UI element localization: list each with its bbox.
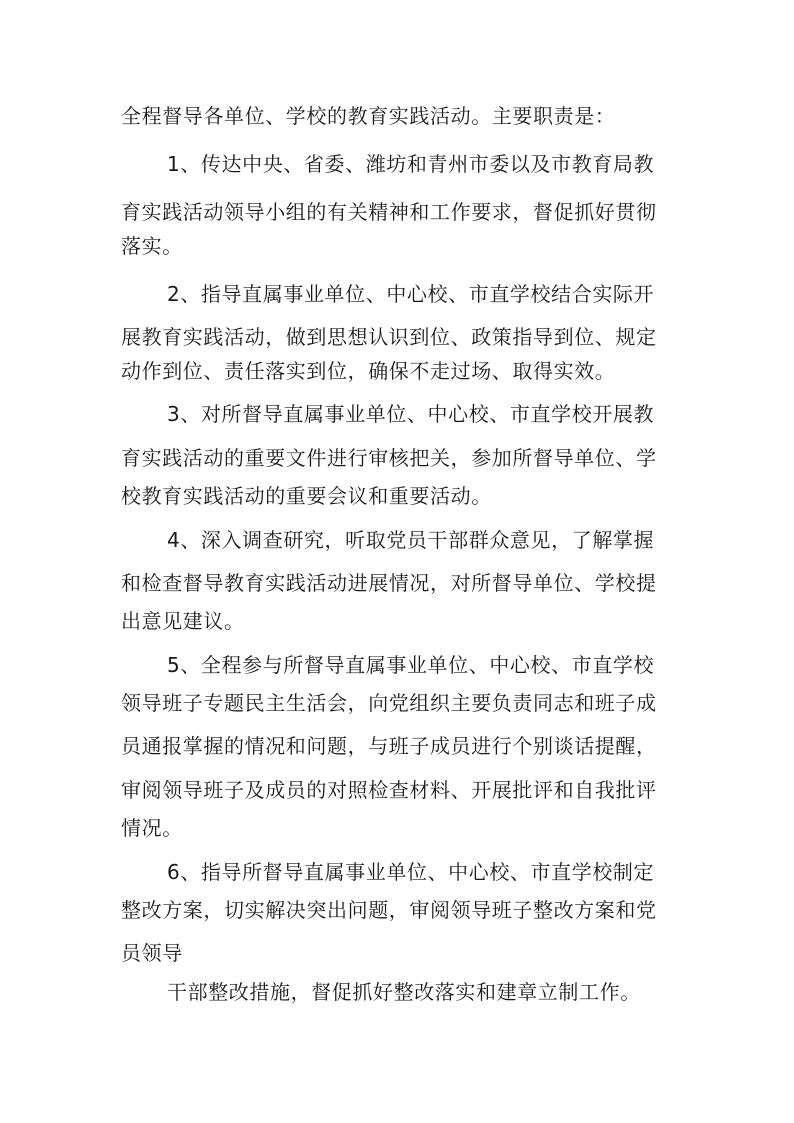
text-line: 4、深入调查研究，听取党员干部群众意见，了解掌握 [167,528,655,552]
text-line: 员通报掌握的情况和问题，与班子成员进行个别谈话提醒， [121,734,657,758]
text-line: 员领导 [121,941,183,965]
text-line: 5、全程参与所督导直属事业单位、中心校、市直学校 [167,653,655,677]
text-line: 干部整改措施，督促抓好整改落实和建章立制工作。 [167,980,641,1004]
text-line: 育实践活动领导小组的有关精神和工作要求，督促抓好贯彻 [121,200,657,224]
text-line: 动作到位、责任落实到位，确保不走过场、取得实效。 [121,359,616,383]
text-line: 整改方案，切实解决突出问题，审阅领导班子整改方案和党 [121,898,657,922]
text-line: 1、传达中央、省委、潍坊和青州市委以及市教育局教 [167,152,655,176]
text-line: 情况。 [121,816,183,840]
text-line: 2、指导直属事业单位、中心校、市直学校结合实际开 [167,282,655,306]
text-line: 和检查督导教育实践活动进展情况，对所督导单位、学校提 [121,571,657,595]
text-line: 展教育实践活动，做到思想认识到位、政策指导到位、规定 [121,325,657,349]
text-line: 全程督导各单位、学校的教育实践活动。主要职责是： [121,104,616,128]
text-line: 6、指导所督导直属事业单位、中心校、市直学校制定 [167,860,655,884]
text-line: 出意见建议。 [121,609,245,633]
text-line: 3、对所督导直属事业单位、中心校、市直学校开展教 [167,402,655,426]
text-line: 校教育实践活动的重要会议和重要活动。 [121,484,492,508]
text-line: 落实。 [121,234,183,258]
text-line: 审阅领导班子及成员的对照检查材料、开展批评和自我批评 [121,778,657,802]
text-line: 育实践活动的重要文件进行审核把关，参加所督导单位、学 [121,446,657,470]
text-line: 领导班子专题民主生活会，向党组织主要负责同志和班子成 [121,691,657,715]
